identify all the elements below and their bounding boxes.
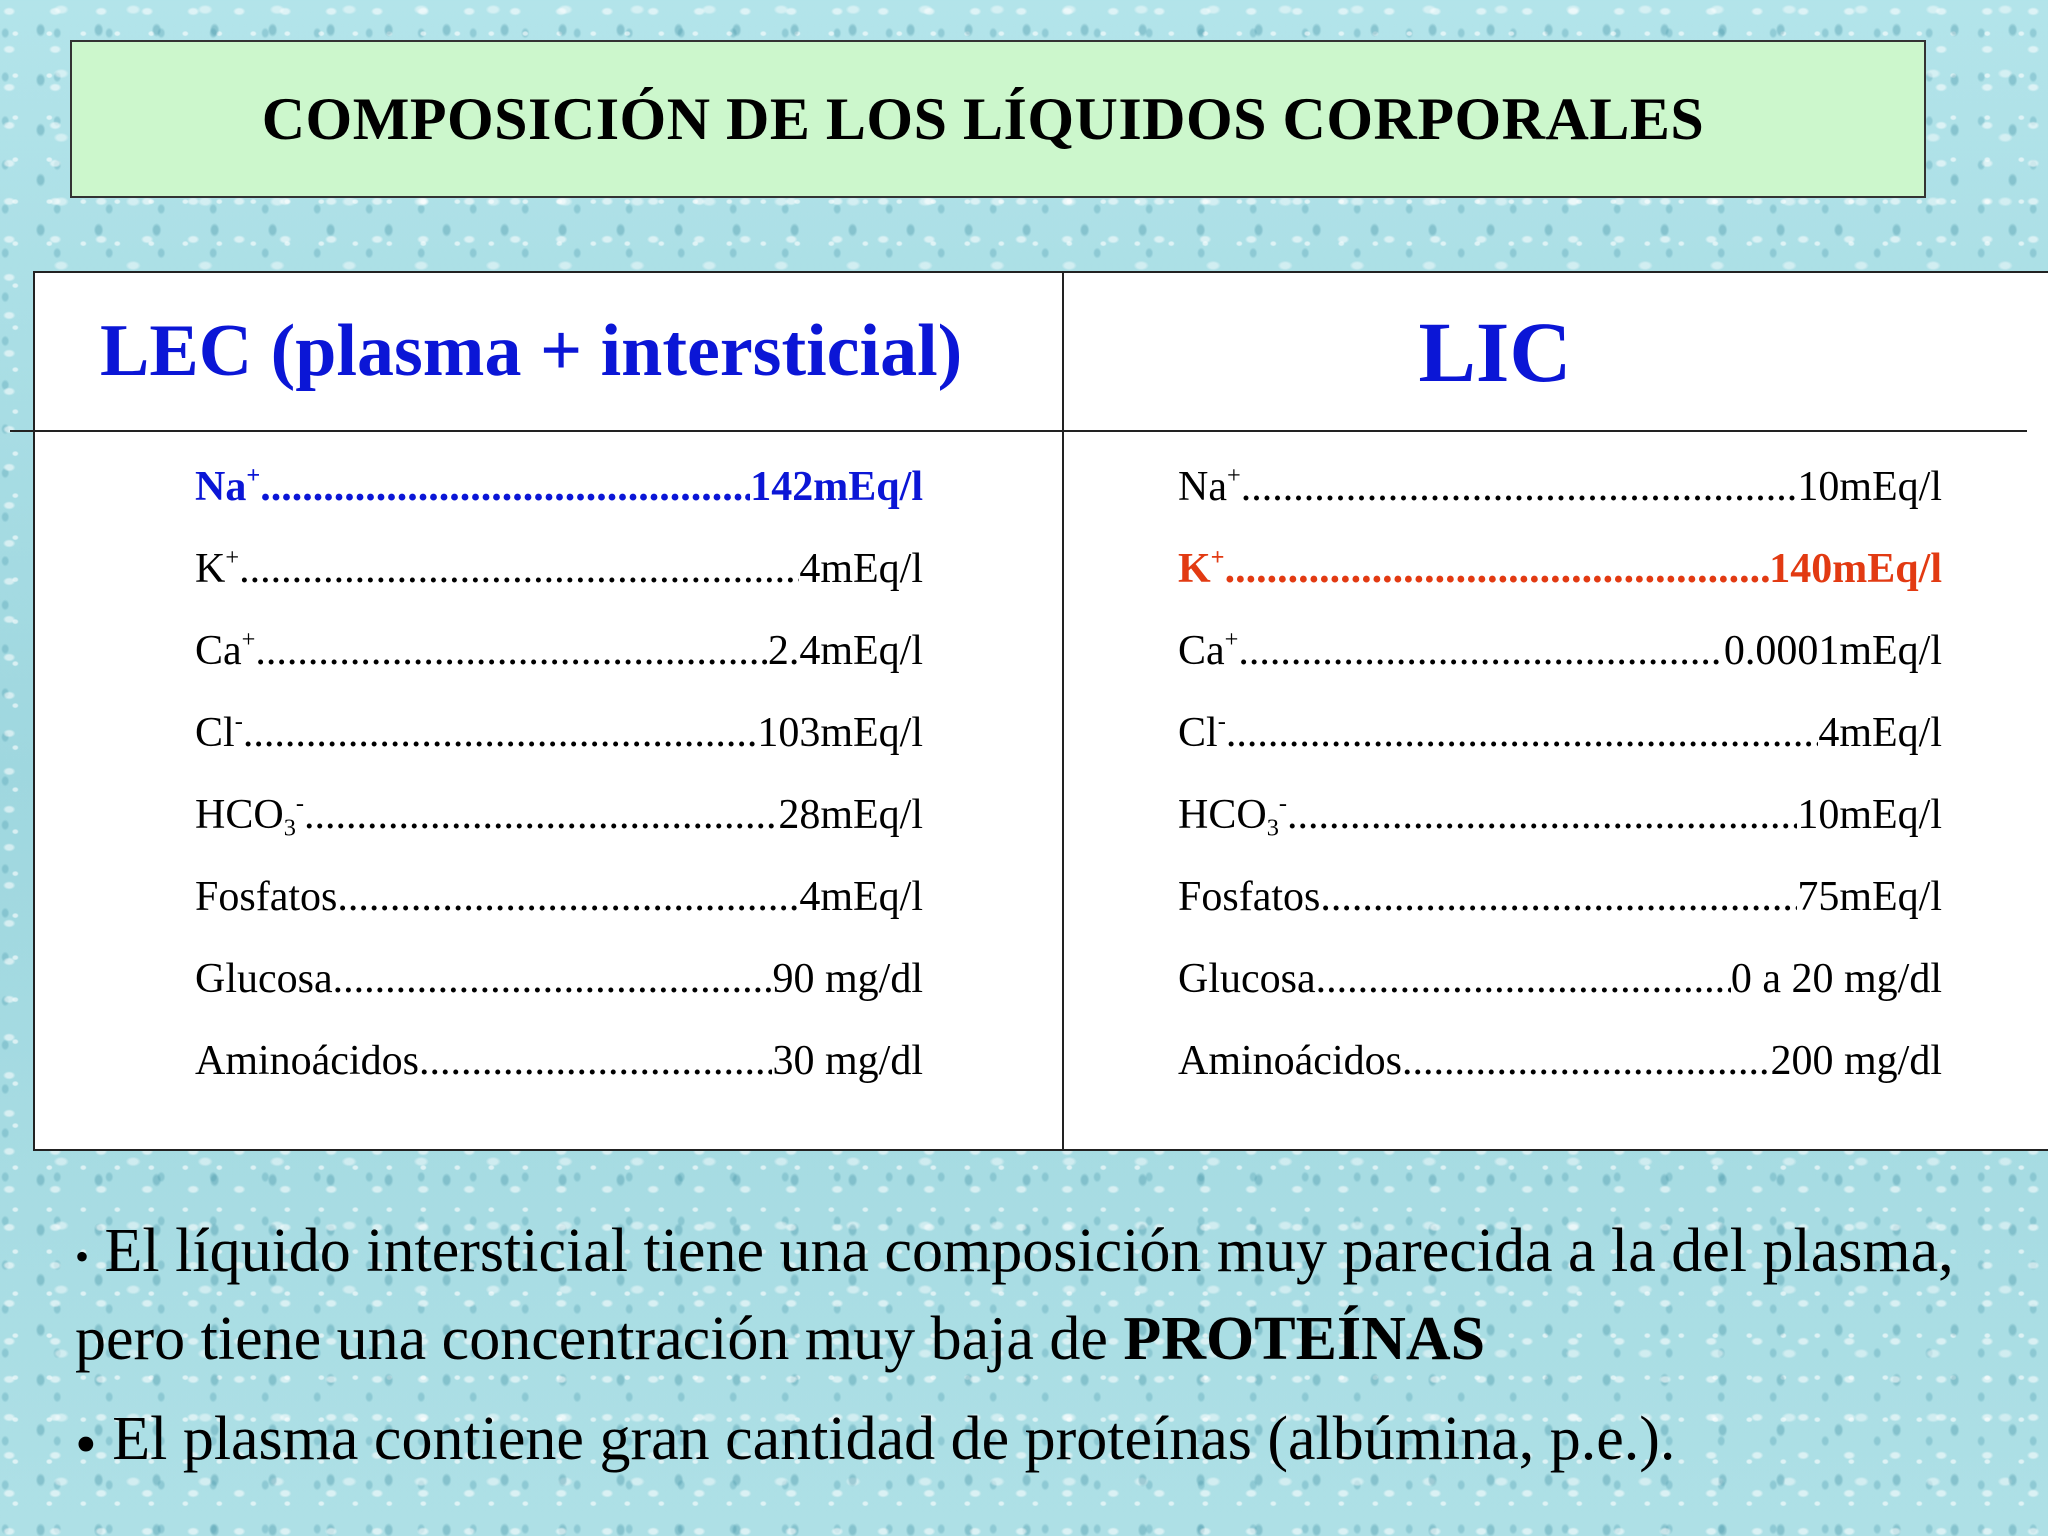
row-label: Fosfatos — [1178, 874, 1321, 920]
lic-row-k — [1178, 528, 1942, 610]
row-label: Cl- — [195, 707, 243, 756]
leader-dots — [260, 463, 750, 511]
row-value: 0 a 20 mg/dl — [1730, 956, 1942, 1002]
row-value: 10mEq/l — [1797, 792, 1942, 838]
lec-row-ca — [195, 610, 923, 692]
leader-dots — [1287, 791, 1797, 839]
lec-row-glucosa — [195, 938, 923, 1020]
row-value: 4mEq/l — [1818, 710, 1942, 756]
leader-dots — [1402, 1037, 1771, 1085]
row-label: Na+ — [195, 461, 261, 510]
row-label: Ca+ — [195, 625, 256, 674]
row-value: 4mEq/l — [799, 874, 923, 920]
lec-row-aminoacidos — [195, 1020, 923, 1102]
lic-row-ca — [1178, 610, 1942, 692]
row-value: 4mEq/l — [799, 546, 923, 592]
note-plasma — [75, 1398, 2005, 1486]
title-box — [70, 40, 1926, 198]
leader-dots — [243, 709, 758, 757]
lic-rows — [1178, 446, 1942, 1102]
row-label: Glucosa — [195, 956, 333, 1002]
row-label: $HCO_3^-$ — [195, 789, 304, 842]
header-divider — [10, 430, 2027, 432]
leader-dots — [1226, 709, 1819, 757]
leader-dots — [239, 545, 799, 593]
row-label: Ca+ — [1178, 625, 1239, 674]
leader-dots — [1225, 545, 1770, 593]
row-label: Cl- — [1178, 707, 1226, 756]
lec-row-na — [195, 446, 923, 528]
note-interstitial — [75, 1210, 2005, 1380]
row-label: Fosfatos — [195, 874, 338, 920]
lec-rows — [195, 446, 923, 1102]
row-label: Aminoácidos — [1178, 1038, 1402, 1084]
lec-header: LEC (plasma + intersticial) — [100, 310, 963, 392]
row-value: 28mEq/l — [778, 792, 923, 838]
note-text: El líquido intersticial tiene una composición muy parecida a la del plasma, pero tiene una concentración muy baja de — [75, 1217, 1954, 1373]
leader-dots — [1320, 873, 1797, 921]
lic-row-na — [1178, 446, 1942, 528]
lec-row-k — [195, 528, 923, 610]
row-label: Na+ — [1178, 461, 1241, 510]
leader-dots — [1241, 463, 1798, 511]
column-divider — [1062, 273, 1064, 1151]
row-label: Aminoácidos — [195, 1038, 419, 1084]
lec-row-hco3 — [195, 774, 923, 856]
lic-header: LIC — [1418, 303, 1572, 400]
row-value: 103mEq/l — [757, 710, 923, 756]
slide-title: COMPOSICIÓN DE LOS LÍQUIDOS CORPORALES — [261, 85, 1705, 152]
row-label: Glucosa — [1178, 956, 1316, 1002]
row-value: 140mEq/l — [1769, 546, 1942, 592]
row-value: 10mEq/l — [1797, 464, 1942, 510]
note-bold-word: PROTEÍNAS — [1123, 1304, 1486, 1373]
lic-row-glucosa — [1178, 938, 1942, 1020]
row-value: 142mEq/l — [750, 464, 923, 510]
row-value: 75mEq/l — [1797, 874, 1942, 920]
row-value: 30 mg/dl — [772, 1038, 923, 1084]
lec-row-cl — [195, 692, 923, 774]
lec-row-fosfatos — [195, 856, 923, 938]
lic-row-fosfatos — [1178, 856, 1942, 938]
row-value: 0.0001mEq/l — [1723, 628, 1942, 674]
row-value: 2.4mEq/l — [767, 628, 923, 674]
lic-header-cell — [1064, 273, 2048, 430]
leader-dots — [255, 627, 767, 675]
leader-dots — [337, 873, 799, 921]
composition-table — [33, 271, 2048, 1151]
note-text: El plasma contiene gran cantidad de proteínas (albúmina, p.e.). — [96, 1404, 1676, 1473]
row-label: $HCO_3^-$ — [1178, 789, 1287, 842]
lic-row-cl — [1178, 692, 1942, 774]
leader-dots — [1316, 955, 1731, 1003]
row-label: K+ — [1178, 543, 1225, 592]
lic-row-aminoacidos — [1178, 1020, 1942, 1102]
leader-dots — [333, 955, 773, 1003]
row-label: K+ — [195, 543, 240, 592]
notes — [75, 1210, 2005, 1486]
bullet-icon: • — [75, 1233, 90, 1279]
row-value: 200 mg/dl — [1770, 1038, 1942, 1084]
leader-dots — [419, 1037, 773, 1085]
leader-dots — [1238, 627, 1723, 675]
row-value: 90 mg/dl — [772, 956, 923, 1002]
lic-row-hco3 — [1178, 774, 1942, 856]
leader-dots — [304, 791, 778, 839]
bullet-icon: • — [75, 1410, 97, 1479]
